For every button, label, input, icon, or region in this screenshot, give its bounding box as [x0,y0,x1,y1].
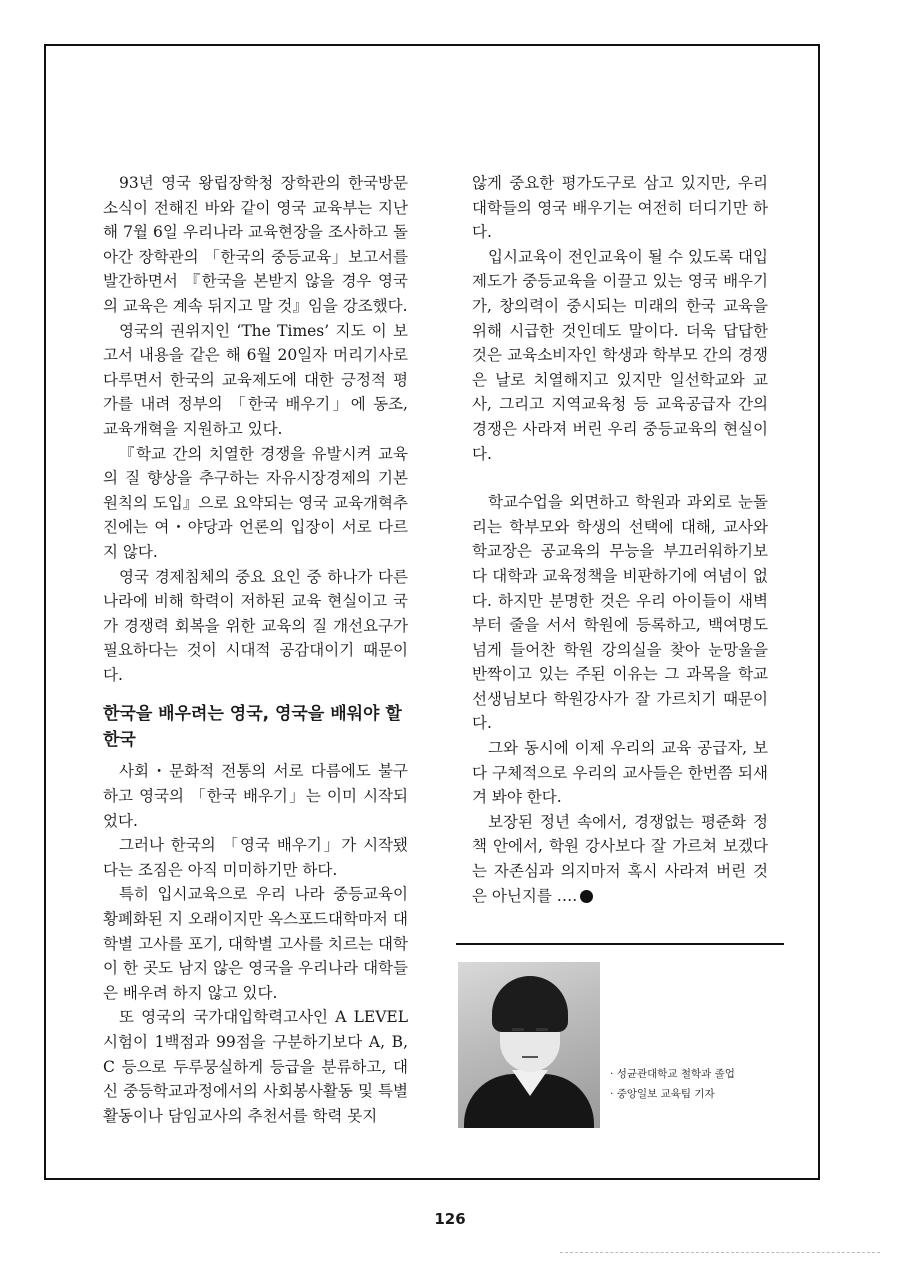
right-column [472,171,768,908]
body-paragraph: 그와 동시에 이제 우리의 교육 공급자, 보다 구체적으로 우리의 교사들은 한번쯤 되새겨 봐야 한다. [472,739,768,807]
body-paragraph: 또 영국의 국가대입학력고사인 A LEVEL 시험이 1백점과 99점을 구분하기보다 A, B, C 등으로 두루뭉실하게 등급을 분류하고, 대신 중등학교과정에서의 사회봉사활동 및 특별활동이나 담임교사의 추천서를 학력 못지 [103,1008,408,1125]
left-column [103,171,408,1128]
body-paragraph: 입시교육이 전인교육이 될 수 있도록 대입제도가 중등교육을 이끌고 있는 영국 배우기가, 창의력이 중시되는 미래의 한국 교육을 위해 시급한 것인데도 말이다. 더욱 답답한 것은 교육소비자인 학생과 학부모 간의 경쟁은 날로 치열해지고 있지만 일선학교와 교사, 그리고 지역교육청 등 교육공급자 간의 경쟁은 사라져 버린 우리 중등교육의 현실이다. [472,247,768,463]
bio-line: · 성균관대학교 철학과 졸업 [610,1064,735,1084]
scan-artifact [560,1252,880,1253]
body-paragraph: 93년 영국 왕립장학청 장학관의 한국방문 소식이 전해진 바와 같이 영국 교육부는 지난해 7월 6일 우리나라 교육현장을 조사하고 돌아간 장학관의 「한국의 중등교육」보고서를 발간하면서 『한국을 본받지 않을 경우 영국의 교육은 계속 뒤지고 말 것』임을 강조했다. [103,174,408,315]
closing-text: 보장된 정년 속에서, 경쟁없는 평준화 정책 안에서, 학원 강사보다 잘 가르쳐 보겠다는 자존심과 의지마저 혹시 사라져 버린 것은 아닌지를 …. [472,812,768,905]
body-paragraph: 『학교 간의 치열한 경쟁을 유발시켜 교육의 질 향상을 추구하는 자유시장경제의 기본원칙의 도입』으로 요약되는 영국 교육개혁추진에는 여・야당과 언론의 입장이 서로 다르지 않다. [103,444,408,561]
body-paragraph: 않게 중요한 평가도구로 삼고 있지만, 우리 대학들의 영국 배우기는 여전히 더디기만 하다. [472,174,768,242]
section-heading: 한국을 배우려는 영국, 영국을 배워야 할 한국 [103,704,402,751]
body-paragraph: 특히 입시교육으로 우리 나라 중등교육이 황폐화된 지 오래이지만 옥스포드대학마저 대학별 고사를 포기, 대학별 고사를 치르는 대학이 한 곳도 남지 않은 영국을 우리나라 대학들은 배우려 하지 않고 있다. [103,885,408,1002]
body-paragraph: 영국 경제침체의 중요 요인 중 하나가 다른 나라에 비해 학력이 저하된 교육 현실이고 국가 경쟁력 회복을 위한 교육의 질 개선요구가 필요하다는 것이 시대적 공감대이기 때문이다. [103,567,408,684]
body-paragraph: 사회・문화적 전통의 서로 다름에도 불구하고 영국의 「한국 배우기」는 이미 시작되었다. [103,762,408,830]
body-paragraph: 영국의 권위지인 ‘The Times’ 지도 이 보고서 내용을 같은 해 6월 20일자 머리기사로 다루면서 한국의 교육제도에 대한 긍정적 평가를 내려 정부의 「한국 배우기」에 동조, 교육개혁을 지원하고 있다. [103,321,408,438]
bio-line: · 중앙일보 교육팀 기자 [610,1084,735,1104]
author-bio [610,1064,735,1104]
body-paragraph [472,810,768,908]
body-paragraph: 학교수업을 외면하고 학원과 과외로 눈돌리는 학부모와 학생의 선택에 대해, 교사와 학교장은 공교육의 무능을 부끄러워하기보다 대학과 교육정책을 비판하기에 여념이 없다. 하지만 분명한 것은 우리 아이들이 새벽부터 줄을 서서 학원에 등록하고, 백여명도 넘게 들어찬 학원 강의실을 찾아 눈망울을 반짝이고 있는 주된 이유는 그 과목을 학교선생님보다 학원강사가 잘 가르치기 때문이다. [472,493,768,733]
bio-divider [456,943,784,945]
author-photo [458,962,600,1128]
page-number: 126 [434,1210,466,1228]
end-mark-icon [580,890,593,903]
body-paragraph: 그러나 한국의 「영국 배우기」가 시작됐다는 조짐은 아직 미미하기만 하다. [103,836,408,879]
